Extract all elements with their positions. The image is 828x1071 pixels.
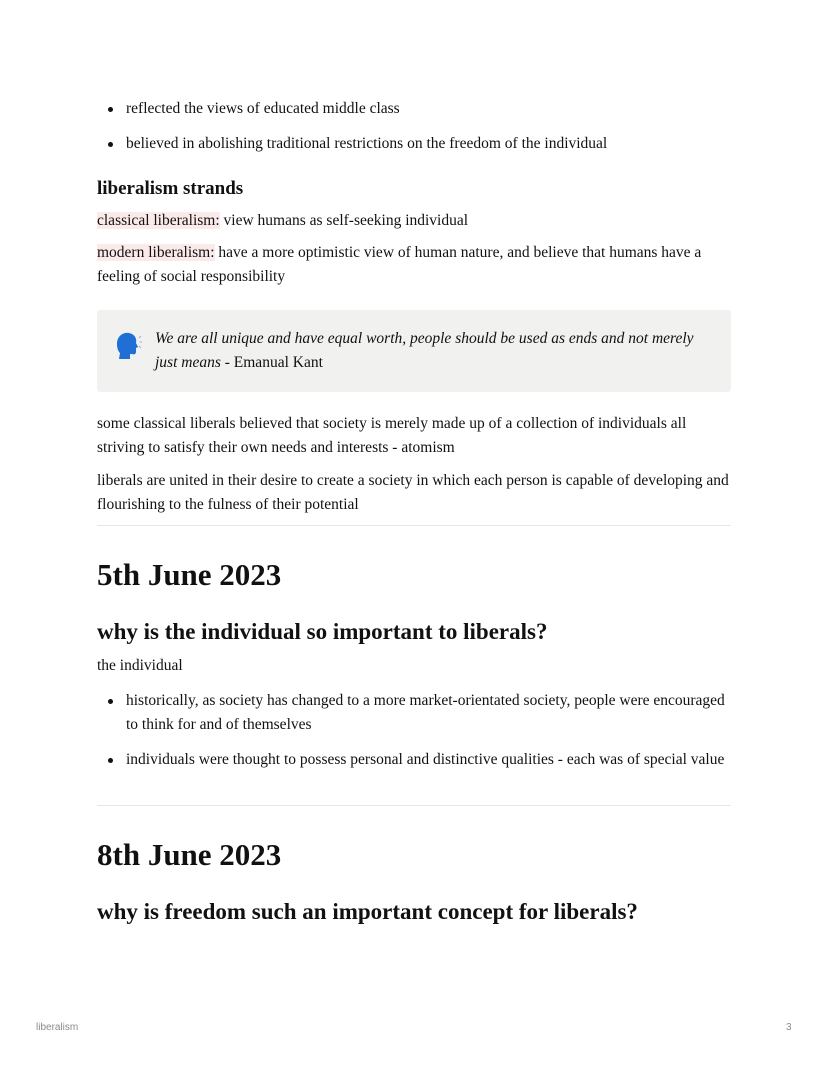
modern-liberalism-paragraph [97,241,731,289]
question-heading-individual: why is the individual so important to liberals? [97,619,548,644]
modern-liberalism-term: modern liberalism: [97,244,215,261]
quote: We are all unique and have equal worth, people should be used as ends and not merely just means [155,330,694,371]
list-item: reflected the views of educated middle class [97,97,731,121]
quote-callout [97,310,731,392]
list-item: believed in abolishing traditional restrictions on the freedom of the individual [97,132,731,156]
list-item: historically, as society has changed to a more market-orientated society, people were encouraged to think for and of themselves [97,689,731,737]
divider [97,805,731,806]
individual-bullet-list [97,689,731,772]
classical-liberalism-text: view humans as self-seeking individual [219,212,469,229]
page-number: 3 [786,1022,792,1033]
footer-title: liberalism [36,1022,79,1033]
classical-liberalism-paragraph [97,209,731,233]
modern-liberalism-text: have a more optimistic view of human nature, and believe that humans have a feeling of social responsibility [97,244,702,285]
divider [97,525,731,526]
list-item: individuals were thought to possess personal and distinctive qualities - each was of special value [97,748,731,772]
date-heading-june5: 5th June 2023 [97,557,282,592]
quote-attribution: - Emanual Kant [220,354,323,371]
flourishing-paragraph: liberals are united in their desire to create a society in which each person is capable of developing and flourishing to the fulness of their potential [97,472,729,513]
quote-text [155,327,715,375]
individual-intro: the individual [97,657,183,674]
question-heading-freedom: why is freedom such an important concept for liberals? [97,899,638,924]
strands-heading: liberalism strands [97,178,244,199]
date-heading-june8: 8th June 2023 [97,837,282,872]
classical-liberalism-term: classical liberalism: [97,212,220,229]
speaking-head-icon [114,330,142,360]
intro-bullet-list [97,97,731,156]
atomism-paragraph: some classical liberals believed that society is merely made up of a collection of individuals all striving to satisfy their own needs and interests - atomism [97,415,687,456]
